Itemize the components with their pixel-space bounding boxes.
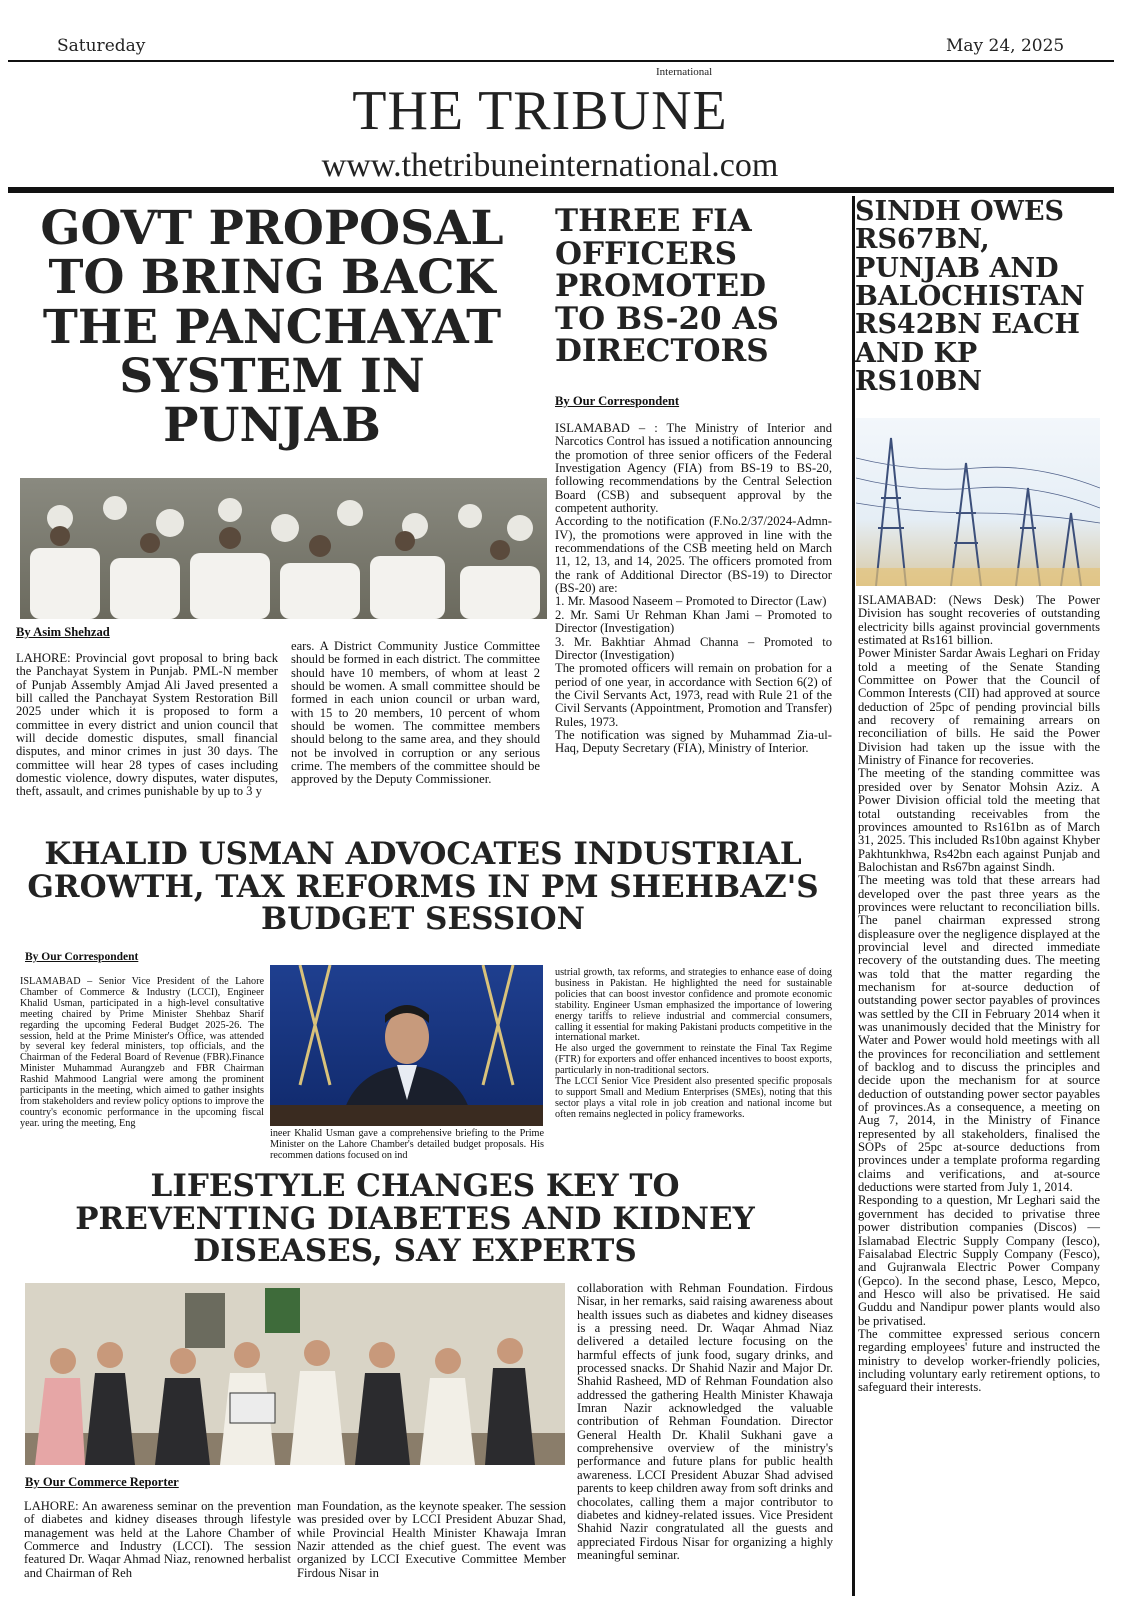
- usman-para: He also urged the government to reinstate the Final Tax Regime (FTR) for exporters and offer enhanced incentives to boost exports, particularly in non-traditional sectors.: [555, 1043, 832, 1077]
- seminar-photo: [25, 1283, 565, 1465]
- masthead-rule-thick: [8, 187, 1114, 193]
- usman-body-col3: [555, 968, 832, 1121]
- fia-list-item: 3. Mr. Bakhtiar Ahmad Channa – Promoted to Director (Investigation): [555, 634, 832, 662]
- sindh-body: [858, 594, 1100, 1395]
- usman-byline: By Our Correspondent: [25, 951, 139, 963]
- sindh-para: ISLAMABAD: (News Desk) The Power Division has sought recoveries of outstanding electricity bills against provincial governments estimated at Rs161 billion.: [858, 593, 1100, 648]
- fia-list-item: 1. Mr. Masood Naseem – Promoted to Director (Law): [555, 594, 827, 609]
- diabetes-byline: By Our Commerce Reporter: [25, 1475, 179, 1489]
- sindh-headline: SINDH OWES RS67BN, PUNJAB AND BALOCHISTAN RS42BN EACH AND KP RS10BN: [855, 196, 1085, 398]
- sindh-para: Responding to a question, Mr Leghari said the government has decided to privatise three power distribution companies (Discos) — Islamabad Electric Supply Company (Iesco), Faisalabad Electric Supply Company (Fesco), and Gujranwala Electric Power Company (Gepco). In the second phase, Lesco, Mepco, and Hesco will also be privatised. He said Guddu and Nandipur power plants would also be privatised.: [858, 1193, 1100, 1328]
- diabetes-body-col1: LAHORE: An awareness seminar on the prevention of diabetes and kidney diseases through lifestyle management was held at the Lahore Chamber of Commerce and Industry (LCCI). The session featured Dr. Waqar Ahmad Niaz, renowned herbalist and Chairman of Reh: [24, 1499, 291, 1580]
- panchayat-photo: [20, 478, 547, 619]
- fia-headline: THREE FIA OFFICERS PROMOTED TO BS-20 AS DIRECTORS: [555, 203, 779, 370]
- fia-para: According to the notification (F.No.2/37/2024-Admn-IV), the promotions were approved in line with the recommendations of the CSB meeting held on March 11, 12, 13, and 14, 2025. The officers promoted from the rank of Additional Director (BS-19) to Director (BS-20) are:: [555, 514, 832, 596]
- fia-para: ISLAMABAD – : The Ministry of Interior and Narcotics Control has issued a notification announcing the promotion of three senior officers of the Federal Investigation Agency (FIA) from BS-19 to BS-20, following recommendations by the Central Selection Board (CSB) and subsequent approval by the competent authority.: [555, 421, 832, 516]
- fia-para: The promoted officers will remain on probation for a period of one year, in accordance with Section 6(2) of the Civil Servants Act, 1973, read with Rule 21 of the Civil Servants (Appointment, Promotion and Transfer) Rules, 1973.: [555, 661, 832, 729]
- sindh-para: Power Minister Sardar Awais Leghari on Friday told a meeting of the Senate Standing Committee on Power that the Council of Common Interests (CII) had approved at source deduction of 25pc of pending provincial bills and recovery of remaining arrears on reconciliation of bills. He said the Power Division had taken up the issue with the Ministry of Finance for recoveries.: [858, 646, 1100, 768]
- usman-body-col1: ISLAMABAD – Senior Vice President of the Lahore Chamber of Commerce & Industry (LCCI), Engineer Khalid Usman, participated in a high-level consultative meeting chaired by Prime Minister Shehbaz Sharif regarding the upcoming Federal Budget 2025-26. The session, held at the Prime Minister's Office, was attended by several key federal ministers, top officials, and the Chairman of the Federal Board of Revenue (FBR).Finance Minister Muhammad Aurangzeb and FBR Chairman Rashid Mahmood Langrial were among the prominent participants in the meeting, which aimed to gather insights from stakeholders and review policy options to improve the country's economic performance in the upcoming fiscal year. uring the meeting, Eng: [20, 976, 264, 1129]
- fia-list-item: 2. Mr. Sami Ur Rehman Khan Jami – Promoted to Director (Investigation): [555, 607, 832, 636]
- issue-day: Satureday: [57, 36, 146, 56]
- diabetes-body-col2: man Foundation, as the keynote speaker. The session was presided over by LCCI President Abuzar Shad, while Provincial Health Minister Khawaja Imran Nazir attended as the chief guest. The event was organized by LCCI Executive Committee Member Firdous Nisar in: [297, 1499, 566, 1580]
- top-rule: [8, 60, 1114, 62]
- edition-label: International: [656, 66, 713, 78]
- sindh-para: The committee expressed serious concern regarding employees' future and instructed the ministry to develop worker-friendly policies, including voluntary early retirement options, to safeguard their interests.: [858, 1326, 1100, 1395]
- fia-body: [555, 422, 832, 756]
- usman-para: ustrial growth, tax reforms, and strategies to enhance ease of doing business in Pakistan. He highlighted the need for sustainable policies that can boost investor confidence and promote economic stability. Engineer Usman emphasized the importance of lowering energy tariffs to relieve industrial and commercial consumers, calling it essential for making Pakistani products competitive in the international market.: [555, 967, 832, 1044]
- newspaper-title: THE TRIBUNE: [352, 80, 728, 142]
- khalid-usman-photo: [270, 965, 543, 1126]
- panchayat-body-col2: ears. A District Community Justice Committee should be formed in each district. The committee should have 10 members, of whom at least 2 should be women. A small committee should be formed in each union council or urban ward, with 15 to 20 members, 10 percent of whom should be women. The committee members should belong to the same area, and they should not be involved in corruption or any serious crime. The members of the committee should be approved by the Deputy Commissioner.: [291, 639, 540, 787]
- sindh-para: The meeting of the standing committee was presided over by Senator Mohsin Aziz. A Power Division official told the meeting that total outstanding receivables from the provinces amounted to Rs161bn as of March 31, 2025. This included Rs10bn against Khyber Pakhtunkhwa, Rs42bn each against Punjab and Balochistan and Rs67bn against Sindh.: [858, 766, 1100, 874]
- usman-headline: KHALID USMAN ADVOCATES INDUSTRIAL GROWTH, TAX REFORMS IN PM SHEHBAZ'S BUDGET SESSION: [27, 836, 819, 938]
- panchayat-body-col1: LAHORE: Provincial govt proposal to bring back the Panchayat System in Punjab. PML-N member of Punjab Assembly Amjad Ali Javed presented a bill called the Panchayat System Restoration Bill 2025 under which it is proposed to form a committee in every district and union council that will decide domestic disputes, small financial disputes, and minor crimes in just 30 days. The committee will hear 28 types of cases including domestic violence, dowry disputes, water disputes, theft, assault, and crimes punishable by up to 3 y: [16, 651, 278, 799]
- diabetes-headline: LIFESTYLE CHANGES KEY TO PREVENTING DIABETES AND KIDNEY DISEASES, SAY EXPERTS: [75, 1168, 755, 1270]
- column-divider: [852, 196, 855, 1596]
- diabetes-body-col3: collaboration with Rehman Foundation. Firdous Nisar, in her remarks, said raising awareness about health issues such as diabetes and kidney diseases is a pressing need. Dr. Waqar Ahmad Niaz delivered a detailed lecture focusing on the harmful effects of junk food, sugary drinks, and processed snacks. Dr Shahid Nazir and Major Dr. Shahid Rasheed, MD of Rehman Foundation also addressed the gathering Health Minister Khawaja Imran Nazir acknowledged the valuable contribution of Rehman Foundation. Director General Health Dr. Khalil Sukhani gave a comprehensive overview of the ministry's performance and future plans for public health awareness. LCCI President Abuzar Shad advised parents to keep children away from soft drinks and chocolates, calling them a major contributor to diabetes and kidney-related issues. Vice President Shahid Nazir congratulated all the guests and appreciated Firdous Nisar for organizing a highly meaningful seminar.: [577, 1281, 833, 1562]
- power-lines-photo: [856, 418, 1100, 586]
- panchayat-byline: By Asim Shehzad: [16, 625, 110, 639]
- sindh-para: The meeting was told that these arrears had developed over the past three years as the provinces were reluctant to reconciliation bills. The panel chairman expressed strong displeasure over the negligence displayed at the provincial level and directed immediate recovery of the outstanding dues. The meeting was told that the matter regarding the mechanism for at-source deduction of outstanding power sector payables of provinces was settled by the CII in February 2014 when it was unanimously decided that the Ministry for Water and Power would hold meetings with all the provinces for reconciliation and settlement of backlog and to discuss the principles and decide upon the mechanism for at source deduction of outstanding power sector payables of provinces.As a consequence, a meeting on Aug 7, 2014, in the Ministry of Finance represented by all stakeholders, finalised the SOPs of 25pc at-source deductions from provinces under a template proforma regarding claims and verifications, and at-source deductions were started from July 1, 2014.: [858, 873, 1100, 1195]
- usman-para: The LCCI Senior Vice President also presented specific proposals to support Small and Medium Enterprises (SMEs), noting that this sector plays a vital role in job creation and national income but often remains neglected in policy frameworks.: [555, 1076, 832, 1120]
- usman-body-col2: ineer Khalid Usman gave a comprehensive briefing to the Prime Minister on the Lahore Chamber's detailed budget proposals. His recommen dations focused on ind: [270, 1128, 544, 1161]
- fia-para: The notification was signed by Muhammad Zia-ul-Haq, Deputy Secretary (FIA), Ministry of Interior.: [555, 727, 832, 756]
- masthead: [0, 0, 1131, 196]
- issue-date: May 24, 2025: [946, 36, 1065, 56]
- website-url[interactable]: www.thetribuneinternational.com: [321, 147, 779, 184]
- panchayat-headline: GOVT PROPOSAL TO BRING BACK THE PANCHAYAT SYSTEM IN PUNJAB: [40, 201, 504, 454]
- fia-byline: By Our Correspondent: [555, 394, 680, 408]
